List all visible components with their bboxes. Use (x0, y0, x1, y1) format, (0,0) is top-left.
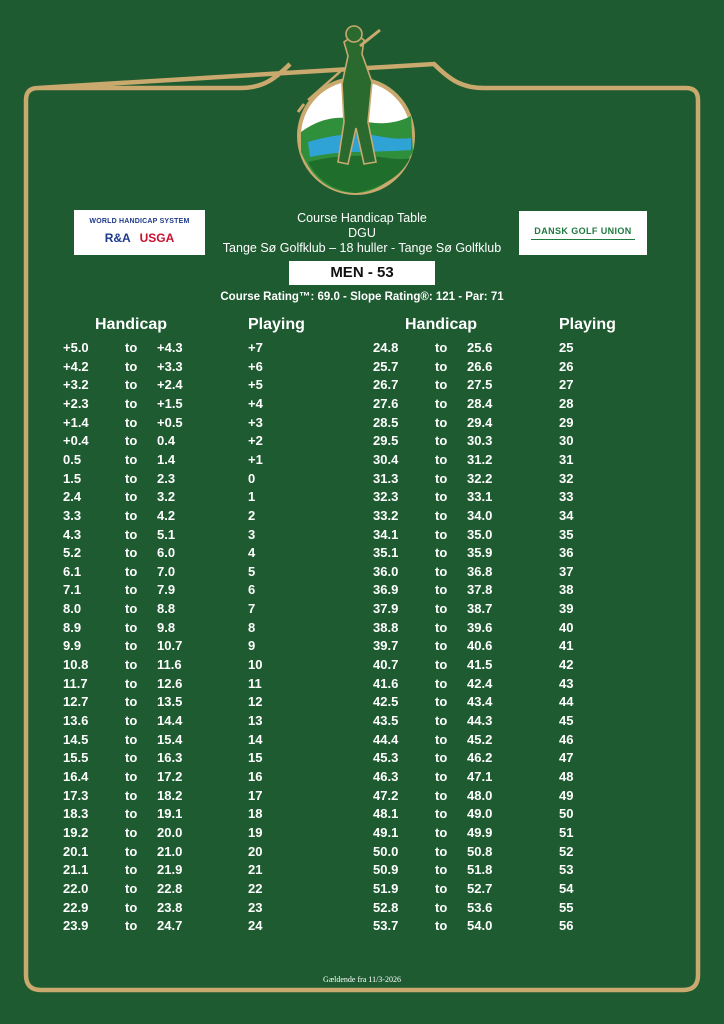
handicap-from: 22.0 (63, 880, 89, 896)
handicap-to: 21.9 (157, 862, 183, 878)
to-label: to (435, 451, 448, 467)
playing-value: +4 (248, 395, 263, 411)
usga-logo-text: USGA (139, 231, 175, 245)
playing-value: 49 (559, 787, 574, 803)
handicap-to: 43.4 (467, 694, 493, 710)
playing-value: +7 (248, 340, 263, 355)
handicap-to: 33.1 (467, 489, 493, 505)
handicap-to: 32.2 (467, 470, 493, 486)
handicap-to: 40.6 (467, 638, 493, 654)
to-label: to (125, 414, 138, 430)
handicap-to: 12.6 (157, 675, 183, 691)
handicap-to: +1.5 (157, 395, 183, 411)
playing-value: 54 (559, 880, 574, 896)
to-label: to (125, 340, 138, 355)
handicap-to: 35.9 (467, 545, 493, 561)
handicap-from: 18.3 (63, 806, 89, 822)
handicap-from: 8.0 (63, 601, 82, 617)
to-label: to (125, 545, 138, 561)
handicap-from: 12.7 (63, 694, 89, 710)
handicap-from: 44.4 (373, 731, 399, 747)
to-label: to (125, 880, 138, 896)
playing-value: 10 (248, 657, 263, 673)
dgu-logo-text: DANSK GOLF UNION (534, 226, 632, 236)
handicap-from: 15.5 (63, 750, 89, 766)
to-label: to (435, 694, 448, 710)
handicap-from: 41.6 (373, 675, 399, 691)
handicap-from: 53.7 (373, 918, 399, 934)
playing-value: 3 (248, 526, 256, 542)
playing-value: 21 (248, 862, 263, 878)
playing-value: +2 (248, 433, 263, 449)
handicap-from: +3.2 (63, 377, 89, 393)
handicap-to: 15.4 (157, 731, 183, 747)
handicap-from: 32.3 (373, 489, 399, 505)
handicap-from: 28.5 (373, 414, 399, 430)
handicap-from: 29.5 (373, 433, 399, 449)
to-label: to (435, 880, 448, 896)
playing-value: 18 (248, 806, 263, 822)
playing-value: 36 (559, 545, 574, 561)
handicap-from: 7.1 (63, 582, 82, 598)
handicap-to: +4.3 (157, 340, 183, 355)
handicap-from: 22.9 (63, 899, 89, 915)
playing-value: 25 (559, 340, 574, 355)
handicap-to: 11.6 (157, 657, 182, 673)
handicap-from: 13.6 (63, 713, 89, 728)
to-label: to (435, 918, 448, 934)
handicap-from: 40.7 (373, 657, 399, 673)
handicap-from: 24.8 (373, 340, 399, 355)
to-label: to (125, 899, 138, 915)
handicap-from: +4.2 (63, 358, 89, 374)
to-label: to (435, 806, 448, 822)
handicap-to: 38.7 (467, 601, 493, 617)
handicap-to: 28.4 (467, 395, 493, 411)
to-label: to (125, 657, 138, 673)
handicap-from: 16.4 (63, 768, 89, 784)
handicap-to: 29.4 (467, 414, 493, 430)
handicap-to: 0.4 (157, 433, 176, 449)
to-label: to (125, 694, 138, 710)
handicap-to: 34.0 (467, 507, 493, 523)
dgu-logo (519, 211, 647, 255)
to-label: to (435, 899, 448, 915)
to-label: to (435, 713, 448, 728)
table-title: Course Handicap Table (297, 211, 427, 225)
handicap-to: +0.5 (157, 414, 183, 430)
playing-value: 56 (559, 918, 574, 934)
handicap-to: +3.3 (157, 358, 183, 374)
to-label: to (125, 862, 138, 878)
playing-value: 23 (248, 899, 263, 915)
handicap-from: 4.3 (63, 526, 82, 542)
handicap-from: +0.4 (63, 433, 89, 449)
to-label: to (125, 843, 138, 859)
playing-value: 43 (559, 675, 574, 691)
handicap-from: 10.8 (63, 657, 89, 673)
playing-value: 32 (559, 470, 574, 486)
handicap-from: 11.7 (63, 675, 88, 691)
playing-value: 7 (248, 601, 256, 617)
to-label: to (125, 713, 138, 728)
to-label: to (435, 507, 448, 523)
handicap-from: 38.8 (373, 619, 399, 635)
whs-logo-text: WORLD HANDICAP SYSTEM (89, 218, 190, 225)
handicap-from: 20.1 (63, 843, 89, 859)
to-label: to (125, 731, 138, 747)
playing-value: 34 (559, 507, 574, 523)
handicap-to: 18.2 (157, 787, 183, 803)
to-label: to (435, 657, 448, 673)
handicap-from: 2.4 (63, 489, 82, 505)
handicap-from: 31.3 (373, 470, 399, 486)
to-label: to (125, 824, 138, 840)
handicap-to: 54.0 (467, 918, 493, 934)
playing-value: 31 (559, 451, 574, 467)
to-label: to (435, 787, 448, 803)
playing-value: 6 (248, 582, 256, 598)
to-label: to (435, 526, 448, 542)
to-label: to (125, 601, 138, 617)
to-label: to (125, 563, 138, 579)
playing-value: 24 (248, 918, 263, 934)
handicap-from: 33.2 (373, 507, 399, 523)
playing-value: +6 (248, 358, 263, 374)
to-label: to (125, 489, 138, 505)
playing-value: 15 (248, 750, 263, 766)
playing-value: 9 (248, 638, 256, 654)
valid-from-note: Gældende fra 11/3-2026 (323, 975, 401, 984)
handicap-to: 5.1 (157, 526, 176, 542)
handicap-to: 14.4 (157, 713, 183, 728)
playing-value: 27 (559, 377, 574, 393)
handicap-to: 17.2 (157, 768, 183, 784)
handicap-to: 48.0 (467, 787, 493, 803)
handicap-from: 6.1 (63, 563, 82, 579)
playing-value: 45 (559, 713, 574, 728)
handicap-to: 49.9 (467, 824, 493, 840)
playing-value: 11 (248, 675, 262, 691)
to-label: to (435, 601, 448, 617)
to-label: to (125, 395, 138, 411)
playing-value: 33 (559, 489, 574, 505)
playing-value: 55 (559, 899, 574, 915)
to-label: to (125, 582, 138, 598)
handicap-to: 44.3 (467, 713, 493, 728)
to-label: to (125, 358, 138, 374)
to-label: to (435, 638, 448, 654)
to-label: to (125, 451, 138, 467)
handicap-to: 30.3 (467, 433, 493, 449)
handicap-from: 50.0 (373, 843, 399, 859)
to-label: to (125, 768, 138, 784)
handicap-from: 46.3 (373, 768, 399, 784)
playing-value: 1 (248, 489, 256, 505)
handicap-to: 42.4 (467, 675, 493, 691)
dgu-logo-underline (531, 239, 635, 240)
to-label: to (435, 582, 448, 598)
playing-value: 17 (248, 787, 263, 803)
whs-logo-partners (74, 231, 205, 245)
handicap-from: 36.0 (373, 563, 399, 579)
handicap-to: 24.7 (157, 918, 183, 934)
handicap-from: 39.7 (373, 638, 399, 654)
org-name: DGU (348, 226, 376, 240)
to-label: to (435, 731, 448, 747)
to-label: to (435, 675, 448, 691)
handicap-from: 52.8 (373, 899, 399, 915)
handicap-to: 26.6 (467, 358, 493, 374)
handicap-to: 7.0 (157, 563, 176, 579)
playing-value: 42 (559, 657, 574, 673)
to-label: to (125, 638, 138, 654)
playing-value: 26 (559, 358, 574, 374)
playing-value: 2 (248, 507, 256, 523)
to-label: to (125, 470, 138, 486)
playing-value: +5 (248, 377, 263, 393)
handicap-to: 51.8 (467, 862, 493, 878)
golfer-emblem-icon (268, 12, 444, 200)
handicap-to: 16.3 (157, 750, 183, 766)
handicap-from: 3.3 (63, 507, 82, 523)
to-label: to (125, 433, 138, 449)
to-label: to (435, 619, 448, 635)
to-label: to (435, 340, 448, 355)
column-header-playing-right: Playing (559, 316, 616, 333)
handicap-from: +2.3 (63, 395, 89, 411)
playing-value: +3 (248, 414, 263, 430)
handicap-from: 43.5 (373, 713, 399, 728)
playing-value: 38 (559, 582, 574, 598)
handicap-to: 2.3 (157, 470, 176, 486)
to-label: to (435, 433, 448, 449)
playing-value: 51 (559, 824, 574, 840)
playing-value: 13 (248, 713, 263, 728)
playing-value: 30 (559, 433, 574, 449)
to-label: to (435, 414, 448, 430)
to-label: to (125, 377, 138, 393)
playing-value: 29 (559, 414, 574, 430)
playing-value: 53 (559, 862, 574, 878)
handicap-to: 37.8 (467, 582, 493, 598)
playing-value: 28 (559, 395, 574, 411)
handicap-from: 9.9 (63, 638, 82, 654)
handicap-from: 23.9 (63, 918, 89, 934)
playing-value: 16 (248, 768, 263, 784)
handicap-to: 21.0 (157, 843, 183, 859)
playing-value: +1 (248, 451, 263, 467)
handicap-from: 49.1 (373, 824, 399, 840)
handicap-from: 34.1 (373, 526, 399, 542)
handicap-to: 31.2 (467, 451, 493, 467)
to-label: to (435, 768, 448, 784)
column-header-handicap-left: Handicap (95, 316, 168, 333)
handicap-to: 4.2 (157, 507, 176, 523)
handicap-from: +1.4 (63, 414, 89, 430)
to-label: to (125, 526, 138, 542)
handicap-to: 35.0 (467, 526, 493, 542)
club-line: Tange Sø Golfklub – 18 huller - Tange Sø Golfklub (222, 241, 502, 255)
handicap-to: 52.7 (467, 880, 493, 896)
playing-value: 44 (559, 694, 574, 710)
playing-value: 20 (248, 843, 263, 859)
handicap-from: 37.9 (373, 601, 399, 617)
handicap-from: 5.2 (63, 545, 82, 561)
handicap-from: 26.7 (373, 377, 399, 393)
tee-label: MEN - 53 (289, 261, 435, 285)
playing-value: 52 (559, 843, 574, 859)
handicap-to: 50.8 (467, 843, 493, 859)
handicap-to: 3.2 (157, 489, 176, 505)
handicap-to: 45.2 (467, 731, 493, 747)
playing-value: 8 (248, 619, 256, 635)
to-label: to (435, 843, 448, 859)
whs-logo (74, 210, 205, 255)
playing-value: 41 (559, 638, 574, 654)
handicap-to: 6.0 (157, 545, 176, 561)
playing-value: 4 (248, 545, 256, 561)
handicap-to: 7.9 (157, 582, 176, 598)
handicap-from: 42.5 (373, 694, 399, 710)
handicap-from: +5.0 (63, 340, 89, 355)
playing-value: 0 (248, 470, 256, 486)
ra-logo-text: R&A (104, 231, 131, 245)
handicap-to: 27.5 (467, 377, 493, 393)
handicap-from: 25.7 (373, 358, 399, 374)
handicap-from: 0.5 (63, 451, 82, 467)
to-label: to (435, 750, 448, 766)
to-label: to (435, 862, 448, 878)
handicap-to: 8.8 (157, 601, 176, 617)
to-label: to (125, 507, 138, 523)
to-label: to (125, 806, 138, 822)
handicap-from: 45.3 (373, 750, 399, 766)
to-label: to (435, 489, 448, 505)
handicap-to: 53.6 (467, 899, 493, 915)
playing-value: 37 (559, 563, 574, 579)
handicap-to: 1.4 (157, 451, 176, 467)
handicap-to: 49.0 (467, 806, 493, 822)
to-label: to (125, 787, 138, 803)
handicap-to: 41.5 (467, 657, 493, 673)
column-header-handicap-right: Handicap (405, 316, 478, 333)
course-rating-line: Course Rating™: 69.0 - Slope Rating®: 121 - Par: 71 (220, 291, 504, 303)
playing-value: 5 (248, 563, 256, 579)
to-label: to (435, 358, 448, 374)
to-label: to (435, 545, 448, 561)
handicap-from: 51.9 (373, 880, 399, 896)
handicap-from: 8.9 (63, 619, 82, 635)
handicap-to: 9.8 (157, 619, 176, 635)
handicap-to: 19.1 (157, 806, 183, 822)
playing-value: 48 (559, 768, 574, 784)
handicap-to: 13.5 (157, 694, 183, 710)
handicap-from: 19.2 (63, 824, 89, 840)
playing-value: 39 (559, 601, 574, 617)
to-label: to (435, 563, 448, 579)
playing-value: 12 (248, 694, 263, 710)
handicap-to: 39.6 (467, 619, 493, 635)
handicap-to: 47.1 (467, 768, 493, 784)
playing-value: 47 (559, 750, 574, 766)
handicap-from: 17.3 (63, 787, 89, 803)
handicap-to: 25.6 (467, 340, 493, 355)
playing-value: 50 (559, 806, 574, 822)
to-label: to (125, 750, 138, 766)
to-label: to (125, 675, 138, 691)
handicap-from: 50.9 (373, 862, 399, 878)
playing-value: 46 (559, 731, 574, 747)
playing-value: 19 (248, 824, 263, 840)
handicap-from: 27.6 (373, 395, 399, 411)
handicap-from: 30.4 (373, 451, 399, 467)
to-label: to (125, 619, 138, 635)
handicap-to: +2.4 (157, 377, 183, 393)
to-label: to (435, 395, 448, 411)
playing-value: 35 (559, 526, 574, 542)
playing-value: 14 (248, 731, 263, 747)
handicap-from: 47.2 (373, 787, 399, 803)
to-label: to (435, 377, 448, 393)
handicap-to: 20.0 (157, 824, 183, 840)
playing-value: 40 (559, 619, 574, 635)
handicap-from: 14.5 (63, 731, 89, 747)
handicap-from: 1.5 (63, 470, 82, 486)
playing-value: 22 (248, 880, 263, 896)
to-label: to (435, 470, 448, 486)
handicap-to: 10.7 (157, 638, 183, 654)
handicap-to: 23.8 (157, 899, 183, 915)
handicap-to: 46.2 (467, 750, 493, 766)
handicap-to: 22.8 (157, 880, 183, 896)
handicap-from: 48.1 (373, 806, 399, 822)
handicap-from: 35.1 (373, 545, 399, 561)
to-label: to (125, 918, 138, 934)
handicap-from: 36.9 (373, 582, 399, 598)
handicap-from: 21.1 (63, 862, 89, 878)
column-header-playing-left: Playing (248, 316, 305, 333)
handicap-to: 36.8 (467, 563, 493, 579)
to-label: to (435, 824, 448, 840)
